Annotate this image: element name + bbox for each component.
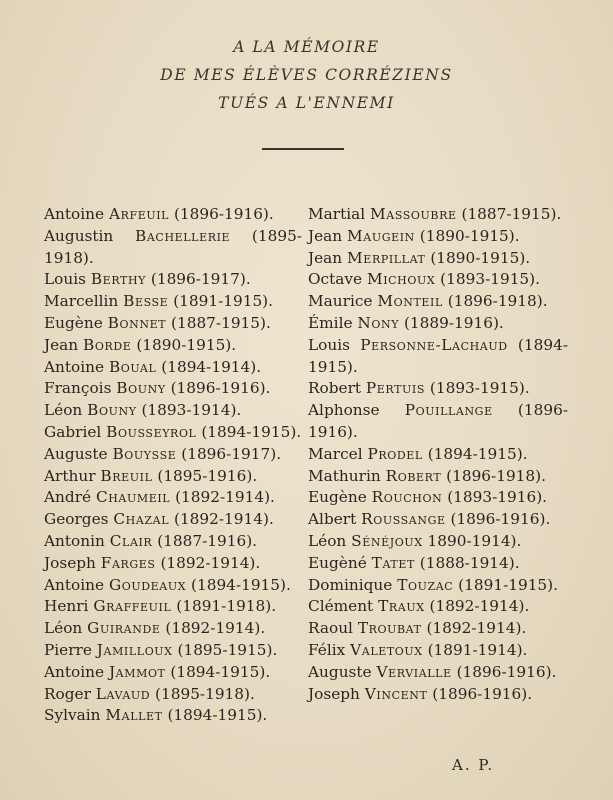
last-name: Sénéjoux xyxy=(351,531,423,550)
life-dates: (1896-1916). xyxy=(308,401,568,441)
life-dates: (1896-1916). xyxy=(432,684,533,703)
memorial-entry xyxy=(308,444,568,466)
memorial-entry xyxy=(44,705,302,727)
last-name: Clair xyxy=(109,531,153,550)
last-name: Merpillat xyxy=(347,248,426,267)
life-dates: (1895-1916). xyxy=(157,466,258,485)
first-name: Robert xyxy=(308,379,362,398)
first-name: Auguste xyxy=(308,662,372,681)
life-dates: (1887-1916). xyxy=(157,531,258,550)
life-dates: (1889-1916). xyxy=(403,313,504,332)
memorial-entry xyxy=(44,684,302,706)
last-name: Robert xyxy=(385,466,442,485)
memorial-entry xyxy=(308,509,568,531)
memorial-entry xyxy=(308,684,568,706)
life-dates: (1894-1915). xyxy=(427,444,528,463)
last-name: Bouny xyxy=(87,401,137,420)
names-list-left xyxy=(44,204,302,727)
last-name: Chaumeil xyxy=(95,488,171,507)
life-dates: (1893-1915). xyxy=(440,270,540,289)
first-name: Marcel xyxy=(308,444,363,463)
first-name: Sylvain xyxy=(44,706,101,725)
memorial-entry xyxy=(308,640,568,662)
memorial-entry xyxy=(308,487,568,509)
memorial-entry xyxy=(44,531,302,553)
names-list-right xyxy=(308,204,568,705)
last-name: Nony xyxy=(357,313,400,332)
first-name: Georges xyxy=(44,510,109,529)
memorial-entry xyxy=(308,531,568,553)
memorial-entry xyxy=(44,357,302,379)
memorial-entry xyxy=(44,204,302,226)
last-name: Besse xyxy=(123,292,169,311)
first-name: Auguste xyxy=(44,444,108,463)
life-dates: (1893-1916). xyxy=(447,488,548,507)
memorial-entry xyxy=(44,444,302,466)
last-name: Bachellerie xyxy=(135,226,231,245)
first-name: Raoul xyxy=(308,619,353,638)
first-name: Joseph xyxy=(44,553,96,572)
memorial-entry xyxy=(44,596,302,618)
first-name: Mathurin xyxy=(308,466,381,485)
memorial-entry xyxy=(308,662,568,684)
dedication-line-2: DE MES ÉLÈVES CORRÉZIENS xyxy=(160,66,453,84)
last-name: Berthy xyxy=(90,270,146,289)
life-dates: (1894-1915). xyxy=(201,422,302,441)
life-dates: (1894-1915). xyxy=(191,575,291,594)
first-name: Arthur xyxy=(44,466,96,485)
first-name: Eugène xyxy=(44,313,103,332)
life-dates: (1895-1918). xyxy=(44,226,302,267)
last-name: Pertuis xyxy=(365,379,426,398)
life-dates: (1887-1915). xyxy=(171,313,271,332)
life-dates: (1890-1915). xyxy=(136,335,237,354)
last-name: Touzac xyxy=(397,575,454,594)
first-name: Gabriel xyxy=(44,422,102,441)
life-dates: (1890-1915). xyxy=(430,248,531,267)
first-name: Roger xyxy=(44,684,91,703)
life-dates: (1896-1916). xyxy=(173,205,274,223)
last-name: Valetoux xyxy=(350,640,423,659)
last-name: Arfeuil xyxy=(108,205,170,223)
life-dates: (1895-1915). xyxy=(177,640,278,659)
life-dates: 1890-1914). xyxy=(427,531,522,550)
last-name: Michoux xyxy=(366,270,436,289)
life-dates: (1891-1915). xyxy=(173,292,274,311)
last-name: Jammot xyxy=(108,662,166,681)
last-name: Boual xyxy=(108,357,157,376)
life-dates: (1896-1918). xyxy=(446,466,546,485)
memorial-entry xyxy=(308,291,568,313)
last-name: Chazal xyxy=(113,510,170,529)
life-dates: (1896-1916). xyxy=(170,379,271,398)
memorial-entry xyxy=(44,466,302,488)
life-dates: (1896-1916). xyxy=(450,510,551,529)
memorial-entry xyxy=(308,269,568,291)
first-name: André xyxy=(44,488,92,507)
memorial-entry xyxy=(44,378,302,400)
first-name: Martial xyxy=(308,205,366,223)
life-dates: (1892-1914). xyxy=(429,597,530,616)
memorial-entry xyxy=(308,335,568,379)
first-name: Émile xyxy=(308,313,353,332)
memorial-entry xyxy=(44,422,302,444)
life-dates: (1891-1918). xyxy=(176,597,277,616)
memorial-entry xyxy=(44,487,302,509)
life-dates: (1894-1915). xyxy=(308,335,568,376)
life-dates: (1892-1914). xyxy=(426,619,527,638)
first-name: Antonin xyxy=(44,531,105,550)
last-name: Maugein xyxy=(347,226,415,245)
last-name: Vincent xyxy=(364,684,428,703)
memorial-entry xyxy=(308,466,568,488)
first-name: Joseph xyxy=(308,684,360,703)
life-dates: (1894-1915). xyxy=(170,662,271,681)
memorial-entry xyxy=(44,226,302,270)
memorial-entry xyxy=(308,313,568,335)
first-name: François xyxy=(44,379,112,398)
first-name: Eugèné xyxy=(308,553,367,572)
first-name: Antoine xyxy=(44,662,105,681)
last-name: Vervialle xyxy=(376,662,452,681)
life-dates: (1896-1918). xyxy=(447,292,548,311)
memorial-entry xyxy=(44,640,302,662)
life-dates: (1890-1915). xyxy=(419,226,520,245)
last-name: Roussange xyxy=(361,510,446,529)
memorial-entry xyxy=(44,269,302,291)
life-dates: (1896-1916). xyxy=(456,662,557,681)
last-name: Breuil xyxy=(100,466,153,485)
first-name: Léon xyxy=(44,619,83,638)
memorial-entry xyxy=(308,248,568,270)
last-name: Farges xyxy=(100,553,156,572)
last-name: Bouny xyxy=(116,379,166,398)
life-dates: (1896-1917). xyxy=(150,270,251,289)
last-name: Lavaud xyxy=(95,684,151,703)
signature-initials: A. P. xyxy=(452,756,495,774)
memorial-entry xyxy=(44,575,302,597)
dedication-heading xyxy=(0,33,613,117)
last-name: Tatet xyxy=(371,553,415,572)
life-dates: (1887-1915). xyxy=(461,205,562,223)
life-dates: (1891-1914). xyxy=(427,640,528,659)
last-name: Pouillange xyxy=(404,401,493,420)
memorial-entry xyxy=(308,618,568,640)
first-name: Henri xyxy=(44,597,89,616)
last-name: Goudeaux xyxy=(108,575,187,594)
life-dates: (1892-1914). xyxy=(165,619,266,638)
memorial-entry xyxy=(308,596,568,618)
last-name: Prodel xyxy=(367,444,423,463)
first-name: Félix xyxy=(308,640,346,659)
life-dates: (1895-1918). xyxy=(155,684,255,703)
first-name: Antoine xyxy=(44,575,105,594)
first-name: Pierre xyxy=(44,640,92,659)
memorial-entry xyxy=(308,378,568,400)
life-dates: (1892-1914). xyxy=(173,510,274,529)
first-name: Maurice xyxy=(308,292,373,311)
last-name: Borde xyxy=(83,335,132,354)
memorial-entry xyxy=(44,291,302,313)
last-name: Massoubre xyxy=(370,205,457,223)
first-name: Clément xyxy=(308,597,374,616)
first-name: Octave xyxy=(308,270,363,289)
first-name: Louis xyxy=(308,335,350,354)
last-name: Guirande xyxy=(87,619,161,638)
life-dates: (1893-1915). xyxy=(429,379,530,398)
memorial-entry xyxy=(308,553,568,575)
first-name: Alphonse xyxy=(308,401,380,420)
dedication-line-1: A LA MÉMOIRE xyxy=(233,38,380,56)
first-name: Antoine xyxy=(44,357,105,376)
dedication-line-3: TUÉS A L'ENNEMI xyxy=(218,94,395,112)
first-name: Antoine xyxy=(44,205,105,223)
life-dates: (1896-1917). xyxy=(181,444,282,463)
memorial-entry xyxy=(308,204,568,226)
life-dates: (1888-1914). xyxy=(419,553,520,572)
last-name: Bousseyrol xyxy=(106,422,197,441)
first-name: Léon xyxy=(308,531,347,550)
first-name: Albert xyxy=(308,510,357,529)
memorial-entry xyxy=(44,509,302,531)
first-name: Louis xyxy=(44,270,86,289)
memorial-entry xyxy=(44,400,302,422)
last-name: Jamilloux xyxy=(96,640,173,659)
first-name: Dominique xyxy=(308,575,393,594)
last-name: Graffeuil xyxy=(93,597,172,616)
life-dates: (1892-1914). xyxy=(175,488,275,507)
life-dates: (1893-1914). xyxy=(141,401,242,420)
last-name: Bouysse xyxy=(112,444,177,463)
first-name: Jean xyxy=(44,335,79,354)
memorial-entry xyxy=(44,313,302,335)
memorial-entry xyxy=(44,553,302,575)
last-name: Troubat xyxy=(357,619,422,638)
life-dates: (1894-1915). xyxy=(167,706,268,725)
first-name: Augustin xyxy=(44,226,114,245)
memorial-entry xyxy=(308,575,568,597)
last-name: Mallet xyxy=(105,706,163,725)
memorial-entry xyxy=(308,400,568,444)
horizontal-divider xyxy=(262,148,344,150)
life-dates: (1892-1914). xyxy=(160,553,261,572)
first-name: Eugène xyxy=(308,488,367,507)
last-name: Monteil xyxy=(377,292,443,311)
first-name: Jean xyxy=(308,248,343,267)
first-name: Léon xyxy=(44,401,83,420)
last-name: Personne-Lachaud xyxy=(360,335,508,354)
memorial-entry xyxy=(44,662,302,684)
last-name: Bonnet xyxy=(107,313,167,332)
first-name: Jean xyxy=(308,226,343,245)
last-name: Rouchon xyxy=(371,488,443,507)
first-name: Marcellin xyxy=(44,292,119,311)
last-name: Traux xyxy=(378,597,425,616)
memorial-entry xyxy=(44,618,302,640)
life-dates: (1894-1914). xyxy=(161,357,262,376)
memorial-entry xyxy=(308,226,568,248)
life-dates: (1891-1915). xyxy=(458,575,558,594)
memorial-entry xyxy=(44,335,302,357)
